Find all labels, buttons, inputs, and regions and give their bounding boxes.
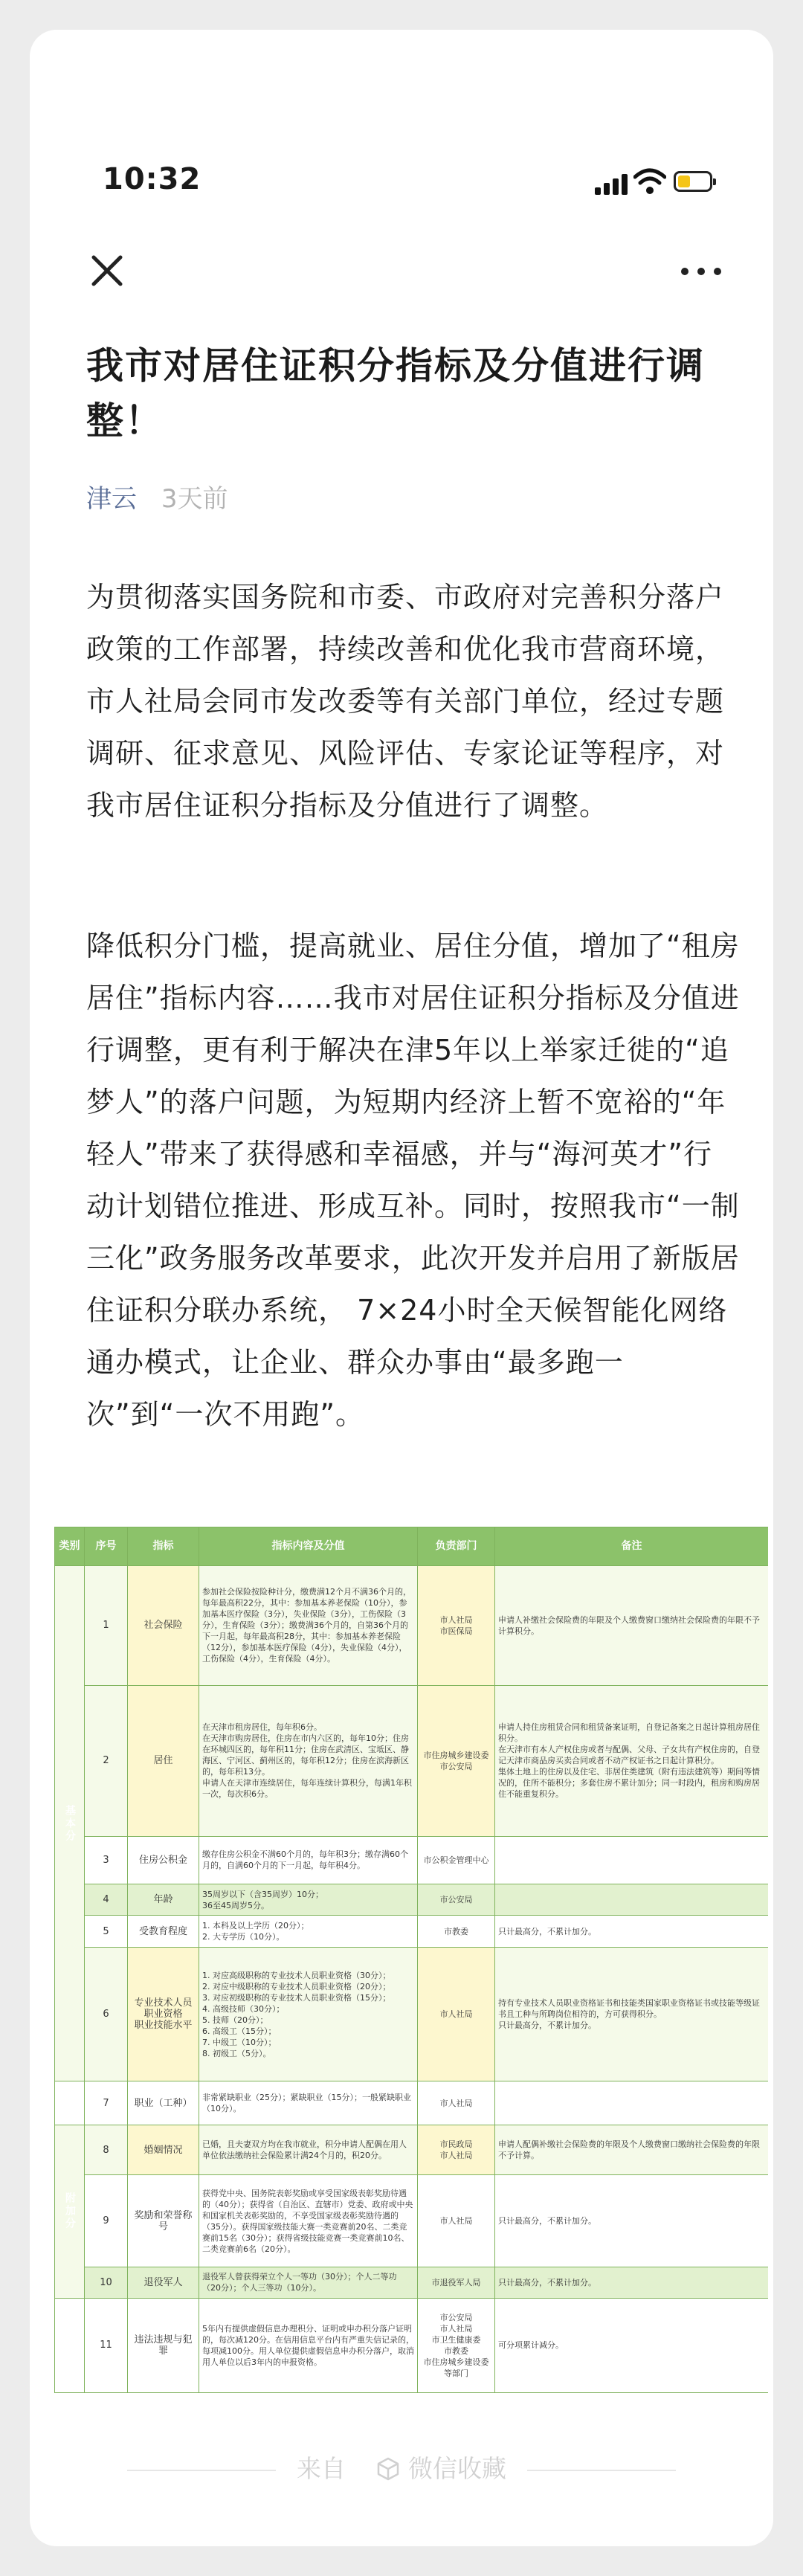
note-cell [495,2081,769,2125]
table-row [55,1916,769,1948]
number-cell: 9 [85,2175,128,2267]
table-row [55,1566,769,1686]
indicator-cell: 职业（工种） [128,2081,199,2125]
article-paragraph: 为贯彻落实国务院和市委、市政府对完善积分落户政策的工作部署，持续改善和优化我市营商环境，市人社局会同市发改委等有关部门单位，经过专题调研、征求意见、风险评估、专家论证等程序，对我市居住证积分指标及分值进行了调整。 [86,581,725,822]
number-cell: 4 [85,1884,128,1916]
signal-icon [595,174,628,195]
indicator-cell: 奖励和荣誉称号 [128,2175,199,2267]
number-cell: 3 [85,1836,128,1884]
content-cell: 获得党中央、国务院表彰奖励或享受国家级表彰奖励待遇的（40分）；获得省（自治区、直辖市）党委、政府或中央和国家机关表彰奖励的，不享受国家级表彰奖励待遇的（35分）。获得国家级技能大赛一类竞赛前20名、二类竞赛前15名（30分）；获得省级技能竞赛一类竞赛前10名、二类竞赛前6名（20分）。 [199,2175,418,2267]
indicator-cell: 年龄 [128,1884,199,1916]
number-cell: 1 [85,1566,128,1686]
close-icon[interactable] [88,251,126,290]
table-row [55,2125,769,2175]
table-row [55,1836,769,1884]
wifi-icon [633,168,666,195]
author-link[interactable]: 津云 [86,484,137,514]
article-meta [86,478,228,515]
indicator-cell: 住房公积金 [128,1836,199,1884]
note-cell: 申请人补缴社会保险费的年限及个人缴费窗口缴纳社会保险费的年限不予计算积分。 [495,1566,769,1686]
note-cell [495,1884,769,1916]
points-table [54,1527,768,2393]
content-cell: 1. 对应高级职称的专业技术人员职业资格（30分）； 2. 对应中级职称的专业技术人员职业资格（20分）； 3. 对应初级职称的专业技术人员职业资格（15分）； 4. 高级技师（30分）； 5. 技师（20分）； 6. 高级工（15分）； 7. 中级工（10分）； 8. 初级工（5分）。 [199,1948,418,2081]
category-cell: 附加分 [55,2125,85,2298]
indicator-cell: 受教育程度 [128,1916,199,1948]
number-cell: 6 [85,1948,128,2081]
table-row [55,2298,769,2392]
department-cell: 市公安局 [418,1884,495,1916]
department-cell: 市人社局 [418,2175,495,2267]
number-cell: 7 [85,2081,128,2125]
status-bar [30,141,773,231]
number-cell: 5 [85,1916,128,1948]
status-time: 10:32 [103,162,201,196]
content-cell: 已婚，且夫妻双方均在我市就业，积分申请人配偶在用人单位依法缴纳社会保险累计满24个月的，积20分。 [199,2125,418,2175]
header-indicator: 指标 [128,1527,199,1566]
table-row [55,2175,769,2267]
category-cell: 导向分 [55,2081,85,2125]
note-cell: 只计最高分，不累计加分。 [495,1916,769,1948]
footer-divider [127,2470,276,2471]
table-row [55,1685,769,1836]
content-cell: 在天津市租房居住，每年积6分。 在天津市购房居住，住房在市内六区的，每年10分；住房在环城四区的，每年积11分；住房在武清区、宝坻区、静海区、宁河区、蓟州区的，每年积12分；住房在滨海新区的，每年积13分。 申请人在天津市连续居住，每年连续计算积分，每满1年积一次，每次积6分。 [199,1685,418,1836]
nav-bar [30,231,773,312]
indicator-cell: 婚姻情况 [128,2125,199,2175]
footer [30,2450,773,2485]
article-page [30,30,773,2546]
article-title: 我市对居住证积分指标及分值进行调整！ [86,344,705,442]
note-cell: 只计最高分，不累计加分。 [495,2175,769,2267]
note-cell [495,1836,769,1884]
points-table-image[interactable] [54,1527,768,2393]
content-cell: 35周岁以下（含35周岁）10分； 36至45周岁5分。 [199,1884,418,1916]
footer-divider [527,2470,676,2471]
note-cell: 可分项累计减分。 [495,2298,769,2392]
battery-fill [678,176,690,187]
battery-icon [674,171,712,192]
department-cell: 市人社局 市医保局 [418,1566,495,1686]
department-cell: 市住房城乡建设委 市公安局 [418,1685,495,1836]
indicator-cell: 违法违规与犯罪 [128,2298,199,2392]
table-row [55,2081,769,2125]
department-cell: 市教委 [418,1916,495,1948]
header-category: 类别 [55,1527,85,1566]
department-cell: 市公安局 市人社局 市卫生健康委 市教委 市住房城乡建设委等部门 [418,2298,495,2392]
number-cell: 8 [85,2125,128,2175]
number-cell: 10 [85,2267,128,2299]
category-cell: 负面分 [55,2298,85,2392]
footer-source[interactable]: 微信收藏 [408,2454,506,2483]
header-note: 备注 [495,1527,769,1566]
indicator-cell: 社会保险 [128,1566,199,1686]
header-department: 负责部门 [418,1527,495,1566]
indicator-cell: 退役军人 [128,2267,199,2299]
note-cell: 持有专业技术人员职业资格证书和技能类国家职业资格证书或技能等级证书且工种与所聘岗位相符的，方可获得积分。 只计最高分，不累计加分。 [495,1948,769,2081]
table-row [55,2267,769,2299]
note-cell: 只计最高分，不累计加分。 [495,2267,769,2299]
content-cell: 退役军人曾获得荣立个人一等功（30分）；个人二等功（20分）；个人三等功（10分）。 [199,2267,418,2299]
content-cell: 1. 本科及以上学历（20分）； 2. 大专学历（10分）。 [199,1916,418,1948]
article-paragraph: 降低积分门槛，提高就业、居住分值，增加了“租房居住”指标内容……我市对居住证积分指标及分值进行调整，更有利于解决在津5年以上举家迁徙的“追梦人”的落户问题，为短期内经济上暂不宽裕的“年轻人”带来了获得感和幸福感，并与“海河英才”行动计划错位推进、形成互补。同时，按照我市“一制三化”政务服务改革要求，此次开发并启用了新版居住证积分联办系统， 7×24小时全天候智能化网络通办模式，让企业、群众办事由“最多跑一次”到“一次不用跑”。 [86,930,740,1431]
footer-prefix: 来自 [297,2454,346,2483]
header-content: 指标内容及分值 [199,1527,418,1566]
department-cell: 市退役军人局 [418,2267,495,2299]
content-cell: 5年内有提供虚假信息办理积分、证明或申办积分落户证明的，每次减120分。在信用信息平台内有严重失信记录的，每项减100分。用人单位提供虚假信息申办积分落户，取消用人单位以后3年内的申报资格。 [199,2298,418,2392]
department-cell: 市人社局 [418,2081,495,2125]
cube-icon [375,2456,401,2482]
note-cell: 申请人配偶补缴社会保险费的年限及个人缴费窗口缴纳社会保险费的年限不予计算。 [495,2125,769,2175]
content-cell: 缴存住房公积金不满60个月的，每年积3分；缴存满60个月的，自满60个月的下一月起，每年积4分。 [199,1836,418,1884]
more-icon[interactable] [681,266,723,277]
number-cell: 2 [85,1685,128,1836]
content-cell: 非常紧缺职业（25分）；紧缺职业（15分）；一般紧缺职业（10分）。 [199,2081,418,2125]
department-cell: 市公积金管理中心 [418,1836,495,1884]
publish-date: 3天前 [161,484,228,514]
table-row [55,1884,769,1916]
header-number: 序号 [85,1527,128,1566]
number-cell: 11 [85,2298,128,2392]
indicator-cell: 居住 [128,1685,199,1836]
content-cell: 参加社会保险按险种计分，缴费满12个月不满36个月的，每年最高积22分，其中：参加基本养老保险（10分），参加基本医疗保险（3分），失业保险（3分），工伤保险（3分），生育保险（3分）；缴费满36个月的，自第36个月的下一月起，每年最高积28分，其中：参加基本养老保险（12分），参加基本医疗保险（4分），失业保险（4分），工伤保险（4分），生育保险（4分）。 [199,1566,418,1686]
indicator-cell: 专业技术人员职业资格 职业技能水平 [128,1948,199,2081]
department-cell: 市人社局 [418,1948,495,2081]
table-row [55,1948,769,2081]
department-cell: 市民政局 市人社局 [418,2125,495,2175]
category-cell: 基本分 [55,1566,85,2081]
note-cell: 申请人持住房租赁合同和租赁备案证明，自登记备案之日起计算租房居住积分。 在天津市有本人产权住房或者与配偶、父母、子女共有产权住房的，自登记天津市商品房买卖合同或者不动产权证书之日起计算积分。 集体土地上的住房以及住宅、非居住类建筑（附有违法建筑等）期间等情况的，住所不能积分；多套住房不累计加分；同一时段内，租房和购房居住不能重复积分。 [495,1685,769,1836]
